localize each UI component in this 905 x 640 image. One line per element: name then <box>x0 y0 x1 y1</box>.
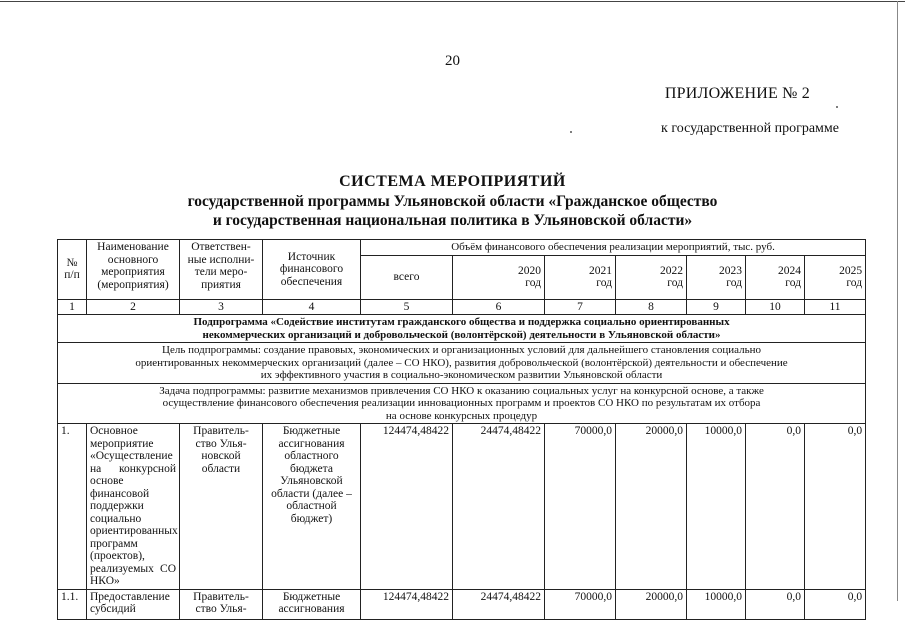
header-source: Источник финансового обеспечения <box>263 240 361 300</box>
header-year-2025: 2025 год <box>805 255 866 299</box>
row-2024: 0,0 <box>746 424 805 590</box>
row-measure-name: Предоставление субсидий <box>87 589 180 619</box>
header-year-2021: 2021 год <box>545 255 616 299</box>
row-total: 124474,48422 <box>361 589 453 619</box>
column-number: 5 <box>361 299 453 315</box>
header-year-2023: 2023 год <box>687 255 746 299</box>
row-number: 1. <box>58 424 87 590</box>
row-responsible: Правитель- ство Улья- <box>180 589 263 619</box>
row-2020: 24474,48422 <box>453 424 545 590</box>
row-2022: 20000,0 <box>616 589 687 619</box>
subprogram-goal: Цель подпрограммы: создание правовых, экономических и организационных условий для дальнейшего становления социально ориентированных некоммерческих организаций (далее – СО НКО), развития добровольческой (волонтёрской) деятельности и обеспечение их эффективного участия в социально-экономическом развитии Ульяновской области <box>58 343 866 384</box>
scan-speck <box>570 131 572 133</box>
page-number: 20 <box>445 53 460 69</box>
row-total: 124474,48422 <box>361 424 453 590</box>
subprogram-task: Задача подпрограммы: развитие механизмов привлечения СО НКО к оказанию социальных услуг на конкурсной основе, а также осуществление финансового обеспечения реализации инновационных программ и проектов СО НКО по результатам их отбора на основе конкурсных процедур <box>58 383 866 424</box>
row-2021: 70000,0 <box>545 589 616 619</box>
row-2023: 10000,0 <box>687 589 746 619</box>
row-number: 1.1. <box>58 589 87 619</box>
column-numbers-row <box>58 299 866 315</box>
header-num: № п/п <box>58 240 87 300</box>
header-responsible: Ответствен- ные исполни- тели меро- приятия <box>180 240 263 300</box>
subprogram-title: Подпрограмма «Содействие институтам гражданского общества и поддержка социально ориентированных некоммерческих организаций и добровольческой (волонтёрской) деятельности в Ульяновской области» <box>58 315 866 343</box>
row-2025: 0,0 <box>805 589 866 619</box>
header-row <box>58 240 866 256</box>
column-number: 3 <box>180 299 263 315</box>
appendix-subtitle: к государственной программе <box>661 121 839 136</box>
column-number: 4 <box>263 299 361 315</box>
row-2020: 24474,48422 <box>453 589 545 619</box>
header-year-2020: 2020 год <box>453 255 545 299</box>
document-heading <box>0 172 905 230</box>
page-right-border <box>897 1 898 601</box>
header-year-2024: 2024 год <box>746 255 805 299</box>
table-row <box>58 424 866 590</box>
column-number: 7 <box>545 299 616 315</box>
row-measure-name: Основное мероприятие «Осуществление на конкурсной основе финансовой поддержки социально ориентированных программ (проектов), реализуемых СО НКО» <box>87 424 180 590</box>
header-total: всего <box>361 255 453 299</box>
heading-line-2: и государственная национальная политика в Ульяновской области» <box>212 212 693 229</box>
row-2023: 10000,0 <box>687 424 746 590</box>
column-number: 8 <box>616 299 687 315</box>
scan-speck <box>836 106 838 108</box>
task-row <box>58 383 866 424</box>
measures-table <box>57 239 866 620</box>
column-number: 6 <box>453 299 545 315</box>
header-name: Наименование основного мероприятия (мероприятия) <box>87 240 180 300</box>
row-source: Бюджетные ассигнования областного бюджета Ульяновской области (далее – областной бюджет) <box>263 424 361 590</box>
column-number: 9 <box>687 299 746 315</box>
header-year-2022: 2022 год <box>616 255 687 299</box>
subprogram-row <box>58 315 866 343</box>
goal-row <box>58 343 866 384</box>
heading-line-1: государственной программы Ульяновской области «Гражданское общество <box>187 193 718 210</box>
row-2025: 0,0 <box>805 424 866 590</box>
appendix-title: ПРИЛОЖЕНИЕ № 2 <box>664 85 810 102</box>
page-top-border <box>0 1 905 2</box>
column-number: 10 <box>746 299 805 315</box>
row-2021: 70000,0 <box>545 424 616 590</box>
column-number: 2 <box>87 299 180 315</box>
column-number: 1 <box>58 299 87 315</box>
heading-main: СИСТЕМА МЕРОПРИЯТИЙ <box>339 173 566 190</box>
column-number: 11 <box>805 299 866 315</box>
table-row <box>58 589 866 619</box>
row-2022: 20000,0 <box>616 424 687 590</box>
row-2024: 0,0 <box>746 589 805 619</box>
row-responsible: Правитель- ство Улья- новской области <box>180 424 263 590</box>
header-volume: Объём финансового обеспечения реализации мероприятий, тыс. руб. <box>361 240 866 256</box>
row-source: Бюджетные ассигнования <box>263 589 361 619</box>
